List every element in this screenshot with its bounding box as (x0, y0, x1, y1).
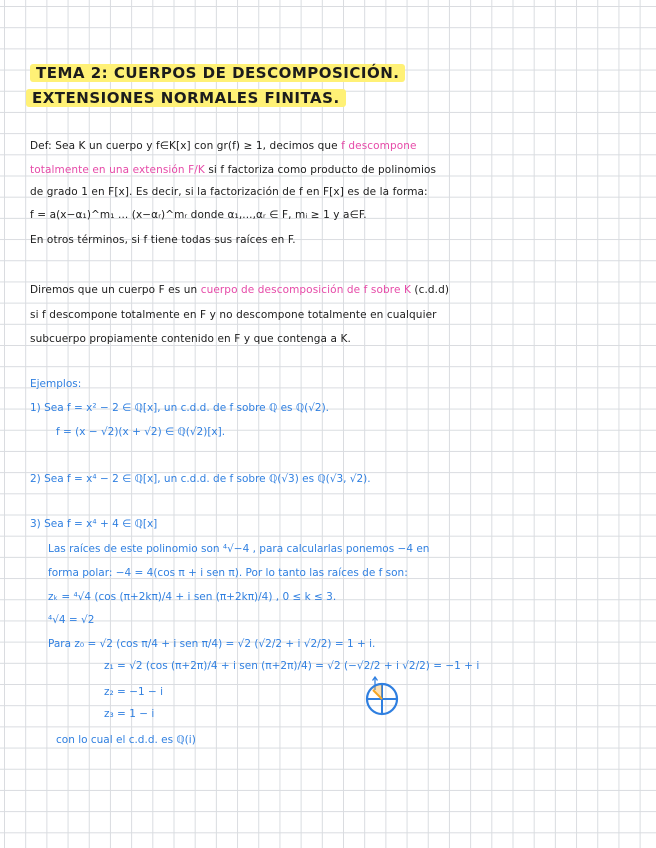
examples-heading: Ejemplos: (30, 378, 82, 390)
example-3-line-1: 3) Sea f = x⁴ + 4 ∈ ℚ[x] (30, 518, 158, 530)
example-3-line-3: forma polar: −4 = 4(cos π + i sen π). Por lo tanto las raíces de f son: (48, 567, 408, 579)
definition-1-text-cont: si f factoriza como producto de polinomios (204, 164, 437, 176)
definition-1-line-3: de grado 1 en F[x]. Es decir, si la factorización de f en F[x] es de la forma: (30, 186, 428, 198)
definition-1-line-4: f = a(x−α₁)^m₁ ... (x−αᵣ)^mᵣ donde α₁,...,αᵣ ∈ F, mᵢ ≥ 1 y a∈F. (30, 209, 367, 221)
example-3-line-5: ⁴√4 = √2 (48, 614, 95, 626)
page-title-line-1: TEMA 2: CUERPOS DE DESCOMPOSICIÓN. (30, 64, 405, 82)
definition-1-text: Def: Sea K un cuerpo y f∈K[x] con gr(f) ≥ 1, decimos que (30, 140, 342, 152)
example-3-line-9: z₃ = 1 − i (104, 708, 155, 720)
definition-2-abbrev: (c.d.d) (410, 284, 450, 296)
complex-plane-circle-icon (365, 682, 399, 716)
example-3-conclusion: con lo cual el c.d.d. es ℚ(i) (56, 734, 196, 746)
definition-1-line-1 (30, 140, 417, 152)
example-3-line-6: Para z₀ = √2 (cos π/4 + i sen π/4) = √2 (√2/2 + i √2/2) = 1 + i. (48, 638, 376, 650)
example-3-line-8: z₂ = −1 − i (104, 686, 164, 698)
definition-2-line-2: si f descompone totalmente en F y no descompone totalmente en cualquier (30, 309, 437, 321)
definition-1-highlight: f descompone (341, 140, 417, 152)
definition-1-line-2 (30, 164, 436, 176)
page-title-line-2: EXTENSIONES NORMALES FINITAS. (26, 89, 346, 107)
example-1-line-1: 1) Sea f = x² − 2 ∈ ℚ[x], un c.d.d. de f sobre ℚ es ℚ(√2). (30, 402, 330, 414)
example-2-line-1: 2) Sea f = x⁴ − 2 ∈ ℚ[x], un c.d.d. de f sobre ℚ(√3) es ℚ(√3, √2). (30, 473, 371, 485)
definition-2-text: Diremos que un cuerpo F es un (30, 284, 201, 296)
example-1-line-2: f = (x − √2)(x + √2) ∈ ℚ(√2)[x]. (56, 426, 226, 438)
example-3-line-7: z₁ = √2 (cos (π+2π)/4 + i sen (π+2π)/4) = √2 (−√2/2 + i √2/2) = −1 + i (104, 660, 480, 672)
example-3-line-4: zₖ = ⁴√4 (cos (π+2kπ)/4 + i sen (π+2kπ)/4) , 0 ≤ k ≤ 3. (48, 591, 337, 603)
definition-1-highlight-cont: totalmente en una extensión F/K (30, 164, 205, 176)
definition-2-highlight: cuerpo de descomposición de f sobre K (200, 284, 411, 296)
definition-2-line-1 (30, 284, 449, 296)
definition-1-line-5: En otros términos, si f tiene todas sus raíces en F. (30, 234, 296, 246)
example-3-line-2: Las raíces de este polinomio son ⁴√−4 , para calcularlas ponemos −4 en (48, 543, 430, 555)
definition-2-line-3: subcuerpo propiamente contenido en F y que contenga a K. (30, 333, 351, 345)
